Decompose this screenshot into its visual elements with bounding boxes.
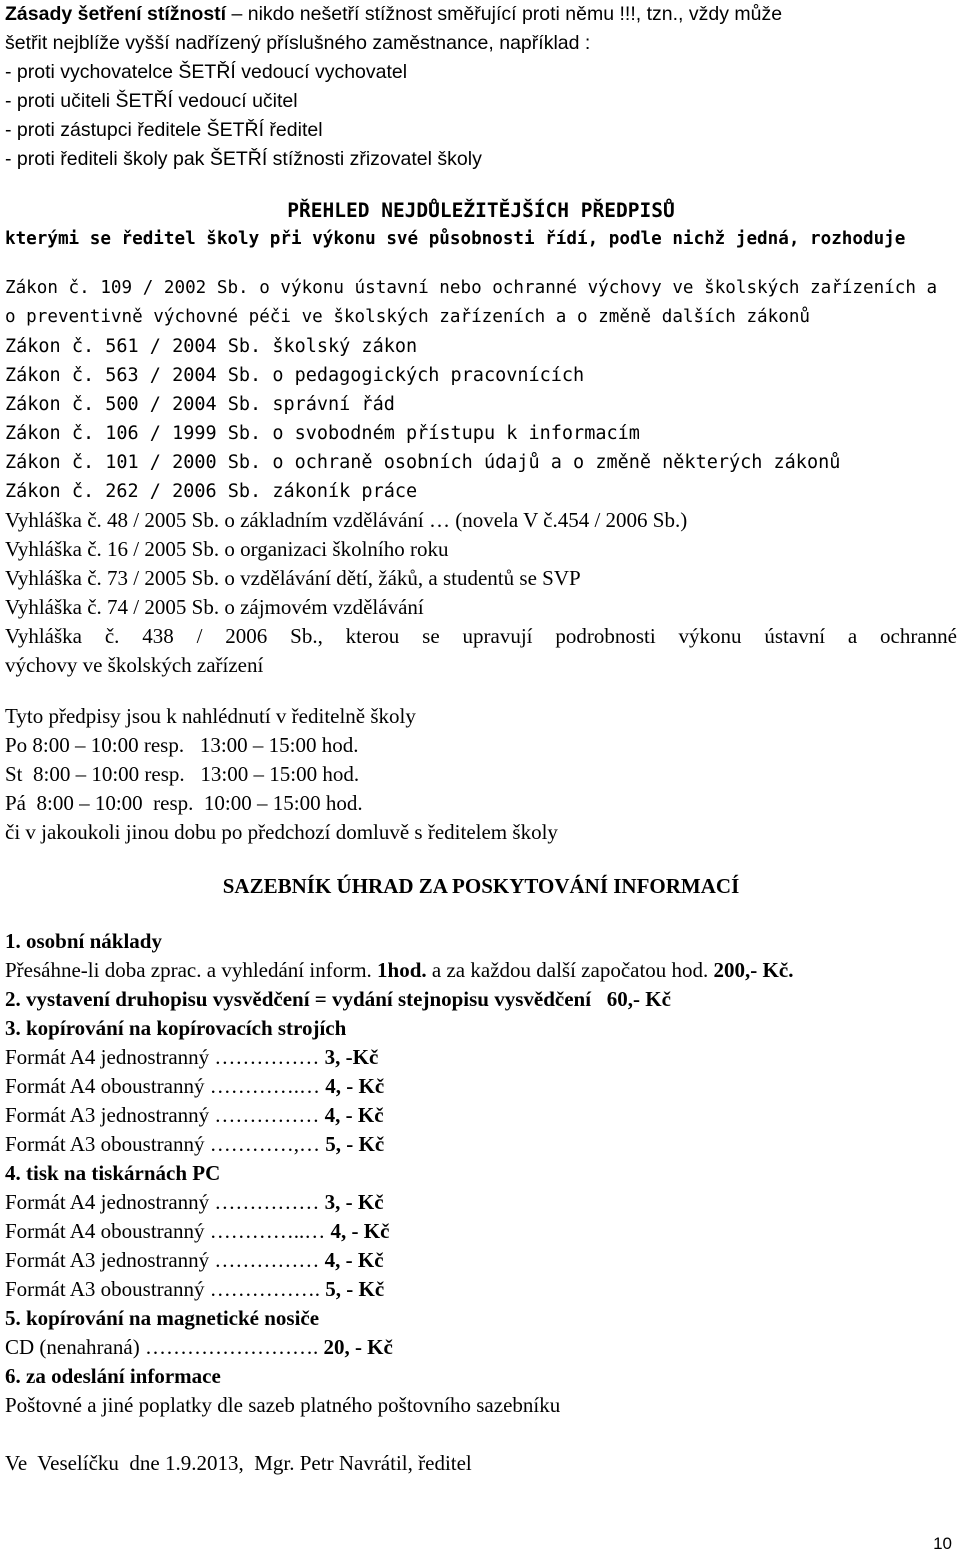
laws-list <box>5 274 957 506</box>
fee-price: 3, -Kč <box>319 1045 379 1069</box>
fee-price: 4, - Kč <box>319 1103 384 1127</box>
fees-s6-text: Poštovné a jiné poplatky dle sazeb platného poštovního sazebníku <box>5 1393 561 1417</box>
law-desc: správní řád <box>272 394 395 415</box>
law-ref: Zákon č. 101 / 2000 Sb. <box>5 452 262 473</box>
law-item <box>5 274 957 303</box>
fees-s6-heading: 6. za odeslání informace <box>5 1364 221 1388</box>
overview-title: PŘEHLED NEJDŮLEŽITĚJŠÍCH PŘEDPISŮ <box>287 199 675 222</box>
fee-dots: …………… <box>214 1103 320 1127</box>
signature-line: Ve Veselíčku dne 1.9.2013, Mgr. Petr Navrátil, ředitel <box>5 1451 472 1475</box>
fee-dots: …………… <box>214 1248 320 1272</box>
decree-item: Vyhláška č. 438 / 2006 Sb., kterou se upravují podrobnosti výkonu ústavní a ochranné <box>5 624 957 648</box>
fee-dots: ………….… <box>209 1074 320 1098</box>
hours-wednesday: St 8:00 – 10:00 resp. 13:00 – 15:00 hod. <box>5 762 360 786</box>
decree-item <box>5 593 957 622</box>
fees-s2-heading: 2. vystavení druhopisu vysvědčení = vydání stejnopisu vysvědčení 60,- Kč <box>5 987 671 1011</box>
law-ref: Zákon č. 109 / 2002 Sb. <box>5 278 249 298</box>
fee-label: Formát A3 oboustranný <box>5 1132 210 1156</box>
fee-item <box>5 1101 957 1130</box>
fee-price: 4, - Kč <box>320 1074 385 1098</box>
law-desc: o preventivně výchovné péči ve školských zařízeních a o změně dalších zákonů <box>5 307 811 327</box>
decree-desc: o vzdělávání dětí, žáků, a studentů se SVP <box>224 566 581 590</box>
hours-intro: Tyto předpisy jsou k nahlédnutí v ředitelně školy <box>5 704 416 728</box>
law-ref: Zákon č. 106 / 1999 Sb. <box>5 423 262 444</box>
spacer <box>5 901 957 927</box>
law-item <box>5 419 957 448</box>
fees-s1-price: 200,- Kč. <box>713 958 794 982</box>
hours-friday: Pá 8:00 – 10:00 resp. 10:00 – 15:00 hod. <box>5 791 363 815</box>
law-item <box>5 303 957 332</box>
decree-desc: o zájmovém vzdělávání <box>224 595 424 619</box>
office-hours <box>5 702 957 847</box>
law-desc: o ochraně osobních údajů a o změně některých zákonů <box>272 452 841 473</box>
decree-item-continued: výchovy ve školských zařízení <box>5 653 264 677</box>
hours-other: či v jakoukoli jinou dobu po předchozí domluvě s ředitelem školy <box>5 820 558 844</box>
complaints-line-2: šetřit nejblíže vyšší nadřízený příslušného zaměstnance, například : <box>5 32 591 54</box>
fee-label: Formát A4 jednostranný <box>5 1045 215 1069</box>
law-item <box>5 332 957 361</box>
fee-price: 5, - Kč <box>320 1132 385 1156</box>
fees-s3-heading: 3. kopírování na kopírovacích strojích <box>5 1016 347 1040</box>
law-desc: o svobodném přístupu k informacím <box>272 423 640 444</box>
law-desc: o výkonu ústavní nebo ochranné výchovy ve školských zařízeních a <box>259 278 938 298</box>
fee-dots: ……………………. <box>144 1335 319 1359</box>
fee-price: 3, - Kč <box>319 1190 384 1214</box>
decree-item <box>5 506 957 535</box>
law-desc: zákoník práce <box>272 481 418 502</box>
law-desc: o pedagogických pracovnících <box>272 365 585 386</box>
law-item <box>5 361 957 390</box>
fee-price: 20, - Kč <box>318 1335 393 1359</box>
fees-s1-text-b: 1hod. <box>377 958 427 982</box>
fees-s1-text-a: Přesáhne-li doba zprac. a vyhledání inform. <box>5 958 378 982</box>
fees-section <box>5 927 957 1420</box>
law-ref: Zákon č. 563 / 2004 Sb. <box>5 365 262 386</box>
fee-item <box>5 1333 957 1362</box>
fee-item <box>5 1217 957 1246</box>
complaints-line-3: - proti vychovatelce ŠETŘÍ vedoucí vychovatel <box>5 61 408 83</box>
fee-item <box>5 1188 957 1217</box>
law-item <box>5 448 957 477</box>
decree-desc: o organizaci školního roku <box>224 537 449 561</box>
fee-dots: ……………. <box>209 1277 320 1301</box>
fee-label: Formát A3 oboustranný <box>5 1277 210 1301</box>
law-ref: Zákon č. 262 / 2006 Sb. <box>5 481 262 502</box>
complaints-line-4: - proti učiteli ŠETŘÍ vedoucí učitel <box>5 90 298 112</box>
complaints-line-6: - proti řediteli školy pak ŠETŘÍ stížnosti zřizovatel školy <box>5 148 482 170</box>
decrees-list <box>5 506 957 680</box>
fee-dots: …………… <box>214 1190 320 1214</box>
complaints-line-1 <box>5 0 957 29</box>
fee-price: 4, - Kč <box>319 1248 384 1272</box>
decree-ref: Vyhláška č. 73 / 2005 Sb. <box>5 566 220 590</box>
fee-dots: …………… <box>214 1045 320 1069</box>
decree-item <box>5 535 957 564</box>
complaints-heading: Zásady šetření stížností <box>5 3 227 25</box>
law-desc: školský zákon <box>272 336 418 357</box>
complaints-line-5: - proti zástupci ředitele ŠETŘÍ ředitel <box>5 119 323 141</box>
fee-item <box>5 1130 957 1159</box>
fee-price: 4, - Kč <box>325 1219 390 1243</box>
spacer <box>5 1420 957 1449</box>
decree-ref: Vyhláška č. 16 / 2005 Sb. <box>5 537 220 561</box>
fee-label: Formát A3 jednostranný <box>5 1248 215 1272</box>
law-item <box>5 390 957 419</box>
overview-subtitle: kterými se ředitel školy při výkonu své působnosti řídí, podle nichž jedná, rozhoduje <box>5 229 906 249</box>
fees-s4-heading: 4. tisk na tiskárnách PC <box>5 1161 221 1185</box>
fee-price: 5, - Kč <box>320 1277 385 1301</box>
decree-desc: o základním vzdělávání … (novela V č.454 / 2006 Sb.) <box>224 508 688 532</box>
fees-s1-heading: 1. osobní náklady <box>5 929 162 953</box>
law-item <box>5 477 957 506</box>
spacer <box>5 847 957 872</box>
law-ref: Zákon č. 561 / 2004 Sb. <box>5 336 262 357</box>
fee-item <box>5 1043 957 1072</box>
fees-s1-text <box>5 956 957 985</box>
fees-s1-text-c: a za každou další započatou hod. <box>426 958 714 982</box>
spacer <box>5 680 957 702</box>
decree-ref: Vyhláška č. 74 / 2005 Sb. <box>5 595 220 619</box>
fee-dots: …………,… <box>209 1132 320 1156</box>
fees-s5-heading: 5. kopírování na magnetické nosiče <box>5 1306 320 1330</box>
fee-dots: …………..… <box>209 1219 326 1243</box>
complaints-text: – nikdo nešetří stížnost směřující proti němu !!!, tzn., vždy může <box>226 3 783 25</box>
fee-item <box>5 1246 957 1275</box>
document-page <box>5 0 957 1478</box>
page-number: 10 <box>933 1534 952 1553</box>
decree-item <box>5 564 957 593</box>
fee-label: Formát A3 jednostranný <box>5 1103 215 1127</box>
hours-monday: Po 8:00 – 10:00 resp. 13:00 – 15:00 hod. <box>5 733 359 757</box>
fee-label: CD (nenahraná) <box>5 1335 145 1359</box>
spacer <box>5 174 957 196</box>
fee-item <box>5 1275 957 1304</box>
fee-label: Formát A4 jednostranný <box>5 1190 215 1214</box>
fee-item <box>5 1072 957 1101</box>
fee-label: Formát A4 oboustranný <box>5 1074 210 1098</box>
spacer <box>5 254 957 274</box>
law-ref: Zákon č. 500 / 2004 Sb. <box>5 394 262 415</box>
fees-title: SAZEBNÍK ÚHRAD ZA POSKYTOVÁNÍ INFORMACÍ <box>222 874 740 898</box>
decree-ref: Vyhláška č. 48 / 2005 Sb. <box>5 508 220 532</box>
fee-label: Formát A4 oboustranný <box>5 1219 210 1243</box>
